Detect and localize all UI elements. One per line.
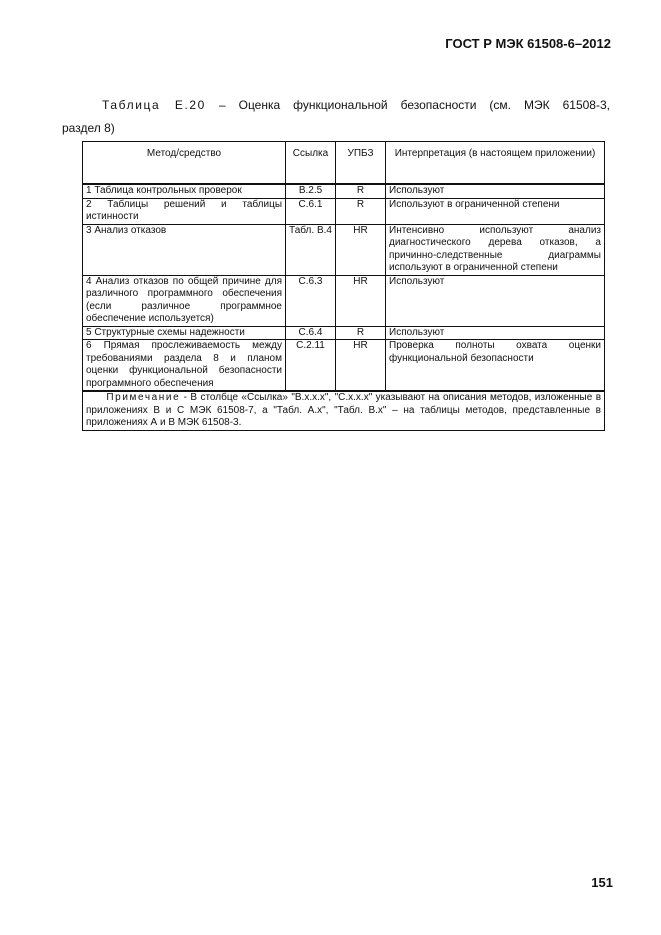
table-caption-text: – Оценка функциональной безопасности (см. МЭК 61508-3,: [218, 98, 610, 112]
cell-method: 2 Таблицы решений и таблицы истинности: [83, 198, 286, 224]
cell-interp: Интенсивно используют анализ диагностического дерева отказов, а причинно-следственные диаграммы используют в ограниченной степени: [386, 224, 605, 275]
cell-interp: Используют: [386, 275, 605, 326]
column-header-interp: Интерпретация (в настоящем приложении): [386, 142, 605, 185]
cell-interp: Используют: [386, 184, 605, 198]
column-header-ref: Ссылка: [286, 142, 336, 185]
cell-method: 6 Прямая прослеживаемость между требованиями раздела 8 и планом оценки функциональной безопасности программного обеспечения: [83, 340, 286, 392]
cell-interp: Используют в ограниченной степени: [386, 198, 605, 224]
table-caption: [62, 94, 610, 140]
note-text: - В столбце «Ссылка» "В.х.х.х", "С.х.х.х" указывают на описания методов, изложенные в приложениях В и С МЭК 61508-7, а "Табл. А.х", "Табл. В.х" – на таблицы методов, представленные в приложениях А и В МЭК 61508-3.: [86, 392, 602, 428]
cell-upbz: R: [336, 326, 386, 340]
table-row: [83, 198, 605, 224]
assessment-table: [82, 141, 605, 431]
cell-interp: Используют: [386, 326, 605, 340]
table-caption-continuation: раздел 8): [62, 121, 115, 135]
table-note: [83, 391, 605, 430]
cell-method: 4 Анализ отказов по общей причине для различного программного обеспечения (если различное программное обеспечение используется): [83, 275, 286, 326]
cell-upbz: R: [336, 184, 386, 198]
cell-upbz: HR: [336, 340, 386, 392]
table-row: [83, 326, 605, 340]
document-header: ГОСТ Р МЭК 61508-6–2012: [445, 36, 611, 51]
cell-ref: С.6.4: [286, 326, 336, 340]
cell-upbz: HR: [336, 224, 386, 275]
cell-ref: С.6.1: [286, 198, 336, 224]
cell-ref: Табл. В.4: [286, 224, 336, 275]
table-row: [83, 224, 605, 275]
cell-upbz: HR: [336, 275, 386, 326]
table-header-row: [83, 142, 605, 185]
cell-ref: С.2.11: [286, 340, 336, 392]
table-row: [83, 184, 605, 198]
column-header-method: Метод/средство: [83, 142, 286, 185]
cell-interp: Проверка полноты охвата оценки функциональной безопасности: [386, 340, 605, 392]
table-row: [83, 340, 605, 392]
cell-method: 1 Таблица контрольных проверок: [83, 184, 286, 198]
cell-upbz: R: [336, 198, 386, 224]
cell-method: 5 Структурные схемы надежности: [83, 326, 286, 340]
table-row: [83, 275, 605, 326]
table-caption-label: Таблица Е.20: [102, 98, 206, 112]
column-header-upbz: УПБЗ: [336, 142, 386, 185]
cell-ref: С.6.3: [286, 275, 336, 326]
table-note-row: [83, 391, 605, 430]
cell-ref: В.2.5: [286, 184, 336, 198]
note-label: Примечание: [106, 392, 181, 403]
page-number: 151: [591, 875, 613, 890]
cell-method: 3 Анализ отказов: [83, 224, 286, 275]
